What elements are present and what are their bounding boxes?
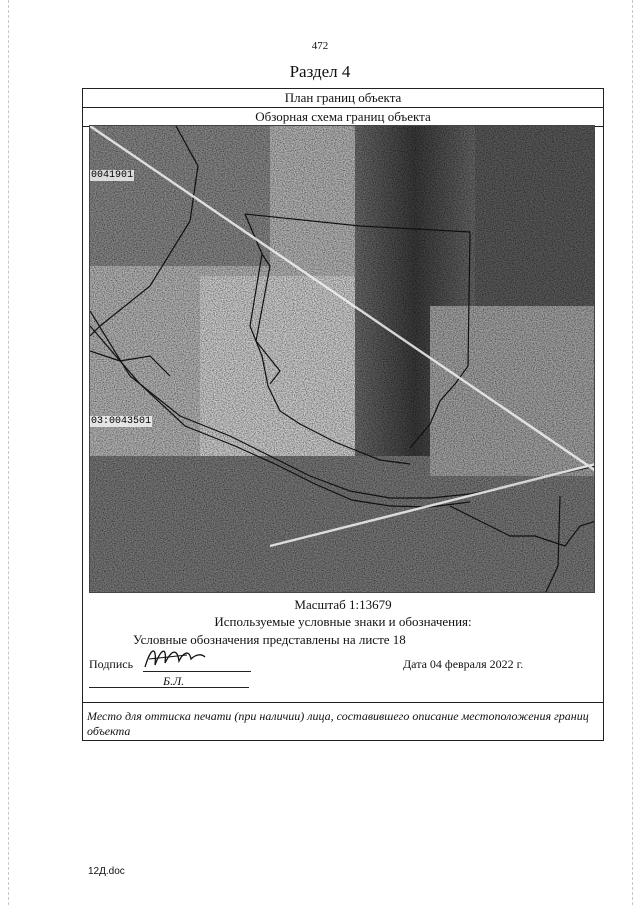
legend-note: Условные обозначения представлены на листе 18 <box>133 632 406 647</box>
page-edge-left <box>8 0 9 905</box>
cadastral-label-2: 03:0043501 <box>91 416 152 427</box>
plan-header: План границ объекта <box>83 89 603 108</box>
page-edge-right <box>632 0 633 905</box>
boundary-plan-table <box>82 88 604 741</box>
signer-initials: Б.Л. <box>163 674 185 688</box>
cadastral-label-1: 0041901 <box>91 170 134 181</box>
overview-header: Обзорная схема границ объекта <box>83 108 603 127</box>
signature-label: Подпись <box>89 657 134 671</box>
satellite-image <box>90 126 595 593</box>
map-scale: Масштаб 1:13679 <box>294 597 392 612</box>
page-number: 472 <box>311 40 329 52</box>
stamp-note: Место для оттиска печати (при наличии) лица, составившего описание местоположения границ объекта <box>87 709 589 738</box>
handwritten-signature <box>141 641 211 673</box>
footer-file-name: 12Д.doc <box>88 866 125 877</box>
legend-title: Используемые условные знаки и обозначения: <box>214 614 472 629</box>
document-date: Дата 04 февраля 2022 г. <box>403 657 524 671</box>
overview-map <box>89 125 595 593</box>
section-title: Раздел 4 <box>289 62 351 81</box>
stamp-divider <box>83 702 603 703</box>
